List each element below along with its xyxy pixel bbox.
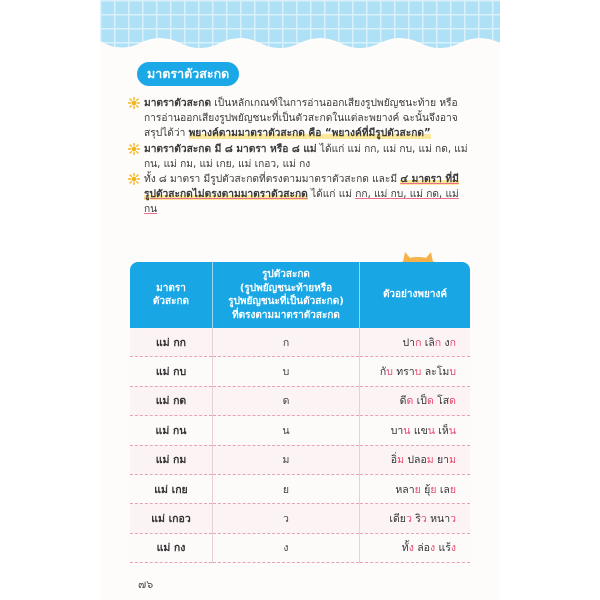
example-final-letter: ย	[430, 483, 437, 496]
bullet-text: ได้แก่ แม่	[307, 189, 356, 201]
final-consonant-cell: ม	[213, 445, 360, 474]
example-final-letter: ม	[397, 454, 404, 467]
header-final-form: รูปตัวสะกด (รูปพยัญชนะท้ายหรือ รูปพยัญชนะที่เป็นตัวสะกด) ที่ตรงตามมาตราตัวสะกด	[213, 262, 360, 328]
wave-edge	[100, 31, 500, 53]
example-stem: ดี	[399, 395, 407, 408]
example-final-letter: ว	[420, 513, 427, 526]
table-row	[130, 357, 470, 386]
matra-cell: แม่ เกย	[130, 474, 213, 503]
example-word	[400, 395, 414, 407]
example-word	[407, 454, 433, 466]
examples-cell	[360, 357, 471, 386]
examples-cell	[360, 328, 471, 357]
highlight-text: พยางค์ตามมาตราตัวสะกด คือ “พยางค์ที่มีรูปตัวสะกด”	[188, 128, 431, 140]
example-stem: แร้	[438, 542, 451, 555]
examples-cell	[360, 445, 471, 474]
example-stem: โส	[437, 395, 450, 408]
example-word	[414, 425, 435, 437]
table-row	[130, 386, 470, 415]
matra-cell: แม่ กง	[130, 533, 213, 562]
term-bold: มาตราตัวสะกด	[144, 98, 212, 109]
final-consonant-cell: น	[213, 416, 360, 445]
example-final-letter: ก	[415, 336, 422, 349]
example-word	[430, 513, 456, 525]
example-final-letter: บ	[386, 366, 393, 379]
example-final-letter: น	[448, 424, 456, 437]
bullet-item	[128, 96, 468, 142]
example-stem: ล่อ	[417, 542, 430, 555]
example-stem: อิ่	[390, 454, 398, 467]
example-word	[437, 454, 456, 466]
example-stem: ทรา	[396, 366, 415, 379]
example-stem: บา	[390, 424, 404, 437]
example-stem: เดีย	[389, 513, 406, 526]
example-final-letter: ว	[450, 513, 456, 526]
bullet-item	[128, 142, 468, 172]
examples-cell	[360, 533, 471, 562]
table-row	[130, 504, 470, 533]
page-number: ๗๖	[138, 578, 154, 591]
example-word	[391, 425, 411, 437]
example-word	[395, 484, 420, 496]
example-final-letter: ก	[434, 336, 442, 349]
example-word	[396, 366, 421, 378]
example-word	[425, 337, 441, 349]
example-final-letter: ม	[449, 454, 456, 467]
example-final-letter: ย	[449, 483, 456, 496]
bullet-text: ทั้ง ๘ มาตรา มีรูปตัวสะกดที่ตรงตามมาตราตัวสะกด และมี	[144, 174, 401, 186]
final-consonant-cell: ด	[213, 386, 360, 415]
example-stem: ง	[444, 336, 450, 349]
examples-cell	[360, 474, 471, 503]
sun-bullet-icon	[128, 97, 140, 109]
matra-cell: แม่ กก	[130, 328, 213, 357]
example-final-letter: ม	[426, 454, 434, 467]
example-stem: เล	[439, 483, 450, 496]
example-word	[425, 366, 456, 378]
example-word	[424, 484, 436, 496]
example-stem: กั	[379, 366, 387, 379]
examples-cell	[360, 386, 471, 415]
example-final-letter: ด	[426, 395, 434, 408]
example-word	[438, 542, 456, 554]
example-word	[440, 484, 456, 496]
sun-bullet-icon	[128, 173, 140, 185]
section-heading: มาตราตัวสะกด	[137, 62, 239, 86]
example-word	[437, 395, 456, 407]
textbook-page	[100, 0, 500, 600]
example-stem: หนา	[430, 513, 451, 526]
table-row	[130, 328, 470, 357]
examples-cell	[360, 504, 471, 533]
example-stem: ละโม	[424, 366, 450, 379]
example-final-letter: ง	[408, 542, 414, 555]
example-stem: ทั้	[401, 542, 409, 555]
highlight-text: ๔ มาตรา ที่มีรูปตัวสะกดไม่ตรงตามมาตราตัวสะกด	[144, 174, 459, 201]
final-consonant-cell: ย	[213, 474, 360, 503]
example-word	[391, 454, 404, 466]
final-consonant-table	[130, 262, 470, 563]
example-final-letter: บ	[449, 366, 456, 379]
example-stem: ยา	[437, 454, 450, 467]
table-row	[130, 474, 470, 503]
matra-cell: แม่ เกอว	[130, 504, 213, 533]
bullet-text: ได้แก่ แม่ กก, แม่ กบ, แม่ กด, แม่ กน, แม่ กม, แม่ เกย, แม่ เกอว, แม่ กง	[144, 143, 468, 170]
final-consonant-cell: ว	[213, 504, 360, 533]
example-word	[417, 542, 435, 554]
example-word	[438, 425, 456, 437]
table-row	[130, 416, 470, 445]
bullet-text: เป็นหลักเกณฑ์ในการอ่านออกเสียงรูปพยัญชนะท้าย หรือการอ่านออกเสียงรูปพยัญชนะที่เป็นตัวสะกดในแต่ละพยางค์ ฉะนั้นจึงอาจสรุปได้ว่า	[144, 98, 458, 140]
example-stem: แข	[413, 424, 428, 437]
bullet-item	[128, 172, 468, 218]
final-consonant-cell: ง	[213, 533, 360, 562]
table-row	[130, 533, 470, 562]
example-stem: ริ	[415, 513, 421, 526]
final-consonant-cell: บ	[213, 357, 360, 386]
example-word	[445, 337, 457, 349]
example-stem: เป็	[416, 395, 427, 408]
final-consonant-cell: ก	[213, 328, 360, 357]
example-final-letter: น	[403, 424, 411, 437]
sun-bullet-icon	[128, 143, 140, 155]
example-final-letter: ด	[449, 395, 456, 408]
examples-cell	[360, 416, 471, 445]
table-header-row	[130, 262, 470, 328]
matra-cell: แม่ กด	[130, 386, 213, 415]
bullet-list	[128, 96, 468, 218]
example-stem: ปลอ	[407, 454, 427, 467]
term-bold: มาตราตัวสะกด มี ๘ มาตรา หรือ ๘ แม่	[144, 143, 317, 155]
example-stem: เลิ	[424, 336, 435, 349]
table-row	[130, 445, 470, 474]
example-final-letter: ย	[414, 483, 421, 496]
example-word	[402, 542, 414, 554]
example-final-letter: ง	[429, 542, 436, 555]
example-final-letter: ง	[450, 542, 456, 555]
example-final-letter: ว	[405, 513, 412, 526]
example-word	[417, 395, 434, 407]
example-word	[389, 513, 411, 525]
decorative-grid-band	[100, 0, 500, 52]
example-stem: ยุ้	[424, 483, 431, 496]
matra-cell: แม่ กม	[130, 445, 213, 474]
example-word	[380, 366, 393, 378]
matra-list: กก, แม่ กบ, แม่ กด, แม่ กน	[144, 189, 459, 216]
header-examples: ตัวอย่างพยางค์	[360, 262, 471, 328]
example-final-letter: บ	[414, 366, 422, 379]
header-matra: มาตรา ตัวสะกด	[130, 262, 213, 328]
example-stem: หลา	[395, 483, 415, 496]
matra-cell: แม่ กบ	[130, 357, 213, 386]
example-stem: ปา	[402, 336, 416, 349]
example-final-letter: ก	[449, 336, 456, 349]
example-word	[403, 337, 422, 349]
matra-cell: แม่ กน	[130, 416, 213, 445]
example-word	[415, 513, 427, 525]
example-final-letter: ด	[406, 395, 414, 408]
example-stem: เห็	[438, 424, 449, 437]
example-final-letter: น	[427, 424, 435, 437]
